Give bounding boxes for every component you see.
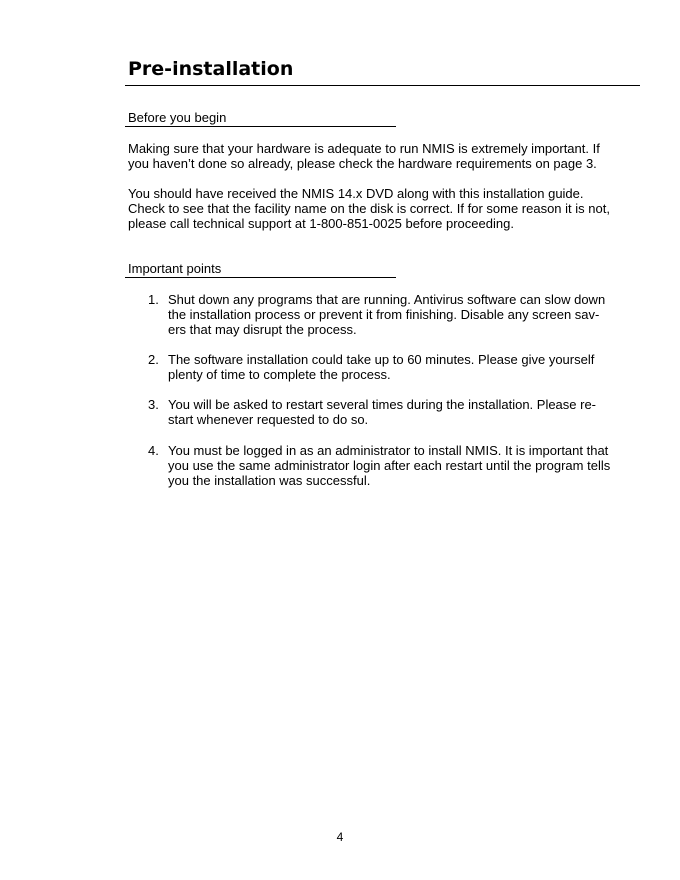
paragraph-line: Making sure that your hardware is adequate to run NMIS is extremely important. If	[128, 141, 600, 156]
list-item-number: 3.	[148, 397, 159, 412]
list-item-line: Shut down any programs that are running. Antivirus software can slow down	[168, 292, 606, 307]
title-divider	[125, 85, 640, 86]
list-item-number: 2.	[148, 352, 159, 367]
list-item-number: 1.	[148, 292, 159, 307]
list-item-line: you use the same administrator login after each restart until the program tells	[168, 458, 611, 473]
paragraph-line: You should have received the NMIS 14.x DVD along with this installation guide.	[128, 186, 584, 201]
paragraph-hardware	[128, 141, 628, 171]
list-item-line: plenty of time to complete the process.	[168, 367, 391, 382]
section-heading-before-you-begin: Before you begin	[128, 110, 227, 125]
list-item-line: the installation process or prevent it from finishing. Disable any screen sav-	[168, 307, 600, 322]
list-item-line: You must be logged in as an administrator to install NMIS. It is important that	[168, 443, 609, 458]
list-item-line: You will be asked to restart several times during the installation. Please re-	[168, 397, 597, 412]
page-number: 4	[336, 830, 344, 844]
list-item-line: The software installation could take up to 60 minutes. Please give yourself	[168, 352, 595, 367]
section-divider-important-points	[125, 277, 396, 278]
section-divider-before-you-begin	[125, 126, 396, 127]
paragraph-line: you haven’t done so already, please check the hardware requirements on page 3.	[128, 156, 597, 171]
page-title: Pre-installation	[128, 58, 294, 80]
paragraph-dvd	[128, 186, 628, 231]
list-item-line: ers that may disrupt the process.	[168, 322, 357, 337]
paragraph-line: Check to see that the facility name on the disk is correct. If for some reason it is not,	[128, 201, 610, 216]
list-item-line: you the installation was successful.	[168, 473, 371, 488]
section-heading-important-points: Important points	[128, 261, 222, 276]
paragraph-line: please call technical support at 1-800-851-0025 before proceeding.	[128, 216, 514, 231]
list-item-number: 4.	[148, 443, 159, 458]
list-item-line: start whenever requested to do so.	[168, 412, 369, 427]
